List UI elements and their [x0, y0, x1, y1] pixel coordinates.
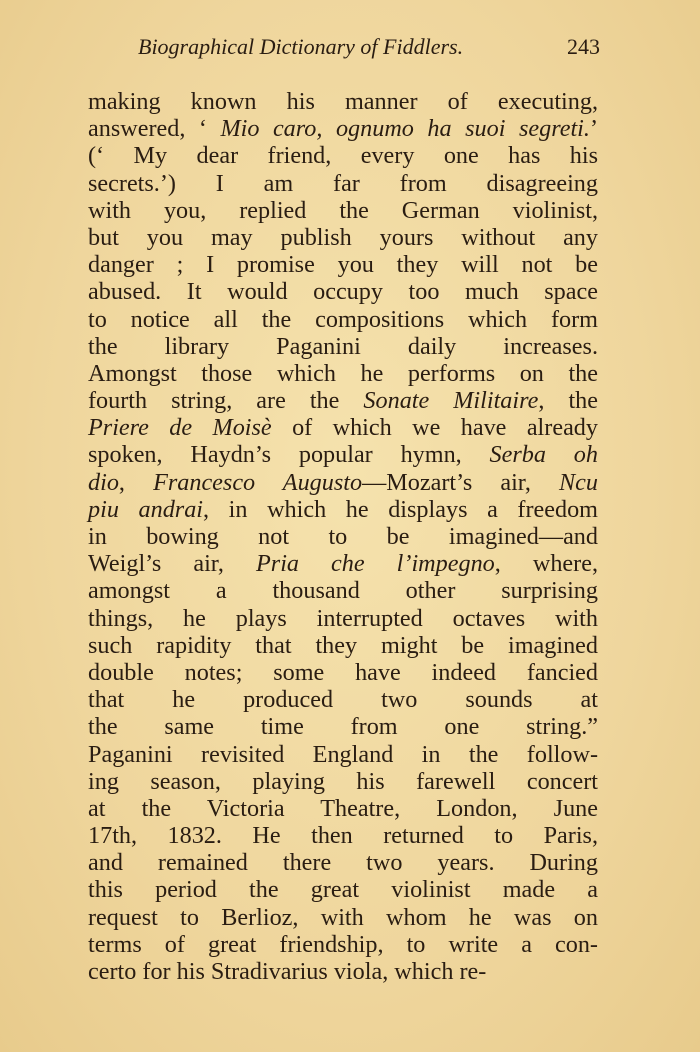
- text-segment: request to Berlioz, with whom he was on: [88, 903, 598, 931]
- text-segment: fourth string, are the: [88, 387, 364, 415]
- italic-text: dio: [88, 468, 119, 496]
- body-text: [88, 88, 598, 985]
- text-segment: with you, replied the German violinist,: [88, 196, 598, 224]
- text-segment: this period the great violinist made a: [88, 876, 598, 904]
- text-line: [88, 88, 598, 115]
- text-line: [88, 741, 598, 768]
- italic-text: Sonate Militaire: [363, 387, 539, 415]
- text-line: [88, 414, 598, 441]
- text-segment: (‘ My dear friend, every one has his: [88, 142, 598, 170]
- text-segment: of which we have already: [271, 414, 598, 442]
- text-segment: terms of great friendship, to write a con-: [88, 930, 598, 958]
- text-line: [88, 958, 598, 985]
- text-segment: , the: [538, 387, 598, 415]
- text-segment: abused. It would occupy too much space: [88, 278, 598, 306]
- italic-text: Pria che l’impegno: [256, 550, 495, 578]
- text-line: [88, 931, 598, 958]
- text-line: [88, 142, 598, 169]
- text-segment: things, he plays interrupted octaves with: [88, 604, 598, 632]
- italic-text: Priere de Moisè: [88, 414, 272, 442]
- text-segment: but you may publish yours without any: [88, 223, 598, 251]
- text-segment: the library Paganini daily increases.: [88, 332, 598, 360]
- text-line: [88, 605, 598, 632]
- text-line: [88, 904, 598, 931]
- running-head-title: Biographical Dictionary of Fiddlers.: [138, 34, 464, 59]
- text-line: [88, 659, 598, 686]
- text-line: [88, 822, 598, 849]
- text-segment: double notes; some have indeed fancied: [88, 658, 598, 686]
- text-segment: and remained there two years. During: [88, 849, 598, 877]
- text-line: [88, 278, 598, 305]
- text-line: [88, 849, 598, 876]
- text-segment: ,: [118, 468, 154, 496]
- text-segment: answered, ‘: [88, 115, 221, 143]
- text-segment: ’: [589, 115, 598, 143]
- text-line: [88, 469, 598, 496]
- italic-text: Francesco Augusto: [153, 468, 363, 496]
- text-line: [88, 170, 598, 197]
- text-line: [88, 795, 598, 822]
- text-line: [88, 523, 598, 550]
- text-segment: the same time from one string.”: [88, 713, 598, 741]
- text-line: [88, 306, 598, 333]
- page-number: 243: [567, 34, 600, 59]
- text-line: [88, 197, 598, 224]
- text-segment: —Mozart’s air,: [362, 468, 560, 496]
- text-segment: ing season, playing his farewell concert: [88, 767, 598, 795]
- text-line: [88, 713, 598, 740]
- text-segment: in bowing not to be imagined—and: [88, 523, 598, 550]
- text-segment: , in which he displays a freedom: [203, 495, 598, 523]
- text-line: [88, 251, 598, 278]
- text-segment: Amongst those which he performs on the: [88, 359, 598, 387]
- text-segment: Paganini revisited England in the follow-: [88, 740, 598, 768]
- text-segment: such rapidity that they might be imagined: [88, 631, 598, 659]
- italic-text: Serba oh: [489, 441, 598, 469]
- italic-text: Mio caro, ognumo ha suoi segreti.: [220, 115, 590, 143]
- running-head: [138, 30, 600, 64]
- text-line: [88, 224, 598, 251]
- text-segment: that he produced two sounds at: [88, 686, 598, 714]
- text-segment: amongst a thousand other surprising: [88, 577, 598, 605]
- text-line: [88, 441, 598, 468]
- text-segment: making known his manner of executing,: [88, 88, 598, 115]
- text-segment: Weigl’s air,: [88, 550, 256, 578]
- text-line: [88, 550, 598, 577]
- text-line: [88, 632, 598, 659]
- text-segment: 17th, 1832. He then returned to Paris,: [88, 822, 598, 850]
- text-segment: certo for his Stradivarius viola, which re-: [88, 958, 487, 985]
- text-segment: , where,: [494, 550, 599, 578]
- italic-text: piu andrai: [88, 495, 204, 523]
- text-segment: danger ; I promise you they will not be: [88, 251, 598, 279]
- text-line: [88, 876, 598, 903]
- italic-text: Ncu: [559, 468, 598, 496]
- text-line: [88, 686, 598, 713]
- text-line: [88, 496, 598, 523]
- text-segment: secrets.’) I am far from disagreeing: [88, 169, 598, 197]
- text-line: [88, 115, 598, 142]
- text-segment: to notice all the compositions which form: [88, 305, 598, 333]
- text-segment: spoken, Haydn’s popular hymn,: [88, 441, 490, 469]
- text-line: [88, 387, 598, 414]
- text-line: [88, 360, 598, 387]
- text-line: [88, 333, 598, 360]
- text-segment: at the Victoria Theatre, London, June: [88, 794, 598, 822]
- text-line: [88, 577, 598, 604]
- text-line: [88, 768, 598, 795]
